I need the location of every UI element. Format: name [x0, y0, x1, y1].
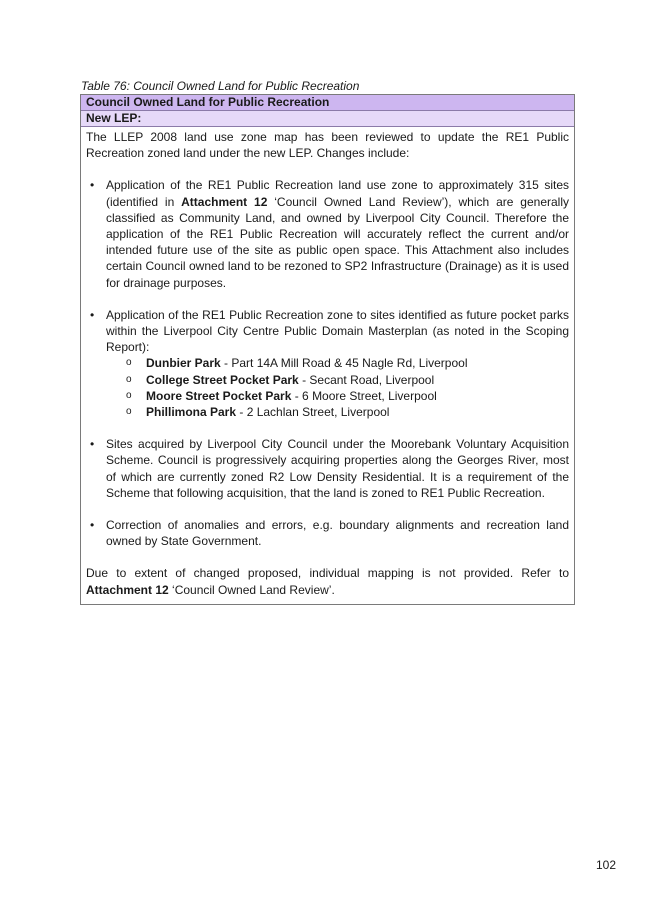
park-name: Moore Street Pocket Park [146, 388, 292, 403]
bullet-text: Sites acquired by Liverpool City Council under the Moorebank Voluntary Acquisition Scheme. Council is progressively acquiring properties along the Georges River, most of which are currently zoned R2 Low Density Residential. It is a requirement of the Scheme that following acquisition, that the land is zoned to RE1 Public Recreation. [106, 437, 569, 500]
bullet-item [86, 307, 569, 356]
park-detail: - Secant Road, Liverpool [298, 372, 435, 387]
table-subheader: New LEP: [81, 111, 574, 127]
park-item [86, 388, 569, 404]
park-detail: - Part 14A Mill Road & 45 Nagle Rd, Liverpool [220, 356, 468, 371]
bullet-text: ‘Council Owned Land Review’), which are generally classified as Community Land, and owned by Liverpool City Council. Therefore the application of the RE1 Public Recreation will accurately reflect the current and/or intended future use of the site as public open space. This Attachment also includes certain Council owned land to be rezoned to SP2 Infrastructure (Drainage) as it is used for drainage purposes. [106, 194, 569, 290]
park-name: College Street Pocket Park [146, 372, 299, 387]
park-item [86, 372, 569, 388]
bullet-text: Application of the RE1 Public Recreation land use zone to approximately 315 sites (identified in [106, 178, 569, 209]
page-number: 102 [596, 858, 617, 872]
park-item [86, 404, 569, 420]
closing-text: ‘Council Owned Land Review’. [172, 582, 335, 597]
bullet-item [86, 436, 569, 501]
intro-paragraph: The LLEP 2008 land use zone map has been reviewed to update the RE1 Public Recreation zoned land under the new LEP. Changes include: [86, 130, 569, 161]
bullet-icon: • [90, 518, 95, 533]
circle-bullet-icon: o [126, 373, 132, 385]
park-detail: - 6 Moore Street, Liverpool [291, 388, 437, 403]
table-caption: Table 76: Council Owned Land for Public Recreation [81, 79, 360, 93]
park-item [86, 355, 569, 371]
closing-paragraph [86, 565, 569, 597]
bullet-icon: • [90, 437, 95, 452]
bullet-text: Correction of anomalies and errors, e.g. boundary alignments and recreation land owned by State Government. [106, 518, 569, 549]
recreation-land-table [80, 94, 575, 605]
circle-bullet-icon: o [126, 406, 132, 418]
bullet-text: Application of the RE1 Public Recreation zone to sites identified as future pocket parks within the Liverpool City Centre Public Domain Masterplan (as noted in the Scoping Report): [106, 307, 569, 355]
bullet-icon: • [90, 178, 95, 193]
circle-bullet-icon: o [126, 357, 132, 369]
table-header: Council Owned Land for Public Recreation [81, 95, 574, 111]
attachment-ref: Attachment 12 [181, 194, 268, 209]
table-body [81, 127, 574, 604]
bullet-item [86, 517, 569, 549]
park-detail: - 2 Lachlan Street, Liverpool [236, 405, 390, 420]
closing-text: Due to extent of changed proposed, individual mapping is not provided. Refer to [86, 566, 569, 581]
circle-bullet-icon: o [126, 389, 132, 401]
bullet-icon: • [90, 307, 95, 322]
attachment-ref: Attachment 12 [86, 582, 173, 597]
park-name: Phillimona Park [146, 405, 237, 420]
bullet-item [86, 177, 569, 290]
park-name: Dunbier Park [146, 356, 221, 371]
